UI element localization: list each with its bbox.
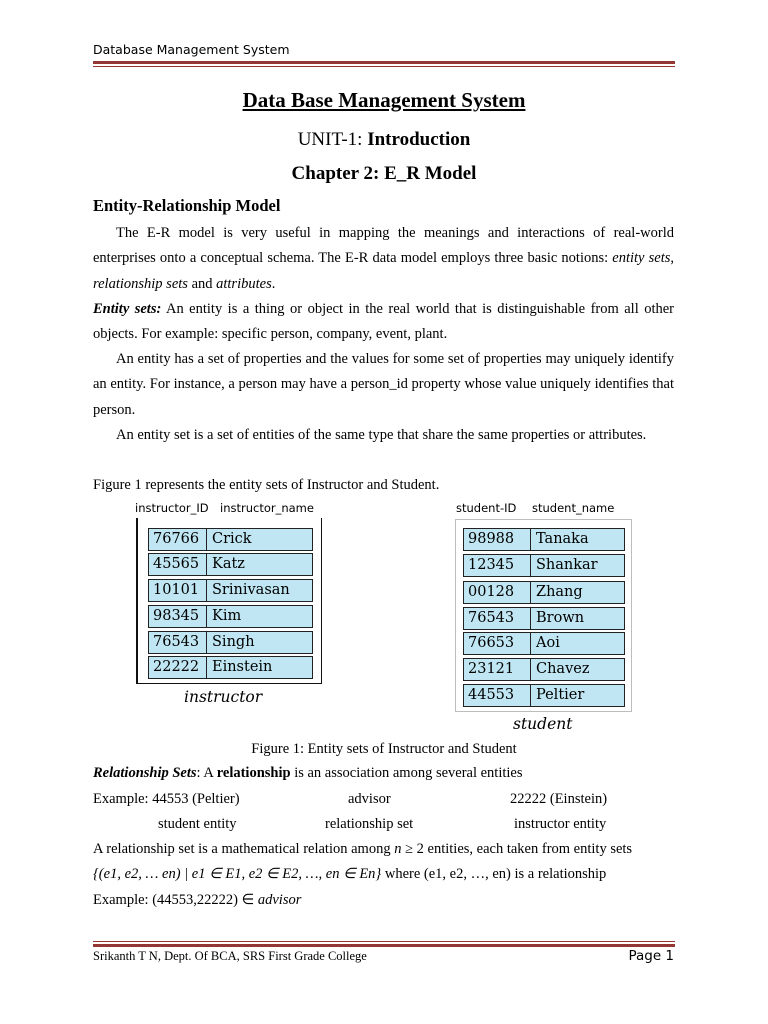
student-table (455, 519, 632, 712)
example-right: 22222 (Einstein) (510, 791, 608, 807)
entity-sets-paragraph: Entity sets: An entity is a thing or object in the real world that is distinguishable from all other objects. For example: specific person, company, event, plant. (93, 301, 674, 343)
table-row: 22222 Einstein (148, 656, 313, 679)
relationship-sets-line: Relationship Sets: A relationship is an association among several entities (93, 765, 523, 781)
table-row: 12345 Shankar (463, 554, 625, 577)
figure-reference: Figure 1 represents the entity sets of Instructor and Student. (93, 477, 440, 493)
student-label: student (513, 715, 573, 733)
unit-title: UNIT-1: Introduction (297, 129, 471, 150)
chapter-title: Chapter 2: E_R Model (291, 163, 477, 184)
student-id-header: student-ID (456, 501, 517, 515)
page-title: Data Base Management System (242, 88, 526, 112)
footer-author: Srikanth T N, Dept. Of BCA, SRS First Grade College (93, 949, 367, 963)
figure-caption: Figure 1: Entity sets of Instructor and Student (251, 741, 517, 757)
table-row: 10101 Srinivasan (148, 579, 313, 602)
relationship-set-label: relationship set (325, 816, 414, 832)
entity-set-definition: An entity set is a set of entities of the same type that share the same properties or attributes. (116, 427, 647, 443)
instructor-name-header: instructor_name (220, 501, 314, 515)
table-row: 76543 Singh (148, 631, 313, 654)
student-entity-label: student entity (158, 816, 237, 832)
example-mid: advisor (348, 791, 391, 807)
header-rule (93, 61, 675, 67)
table-row: 45565 Katz (148, 553, 313, 576)
student-name-header: student_name (532, 501, 615, 515)
instructor-label: instructor (184, 688, 263, 706)
table-row: 98345 Kim (148, 605, 313, 628)
entity-properties-paragraph: An entity has a set of properties and the values for some set of properties may uniquely identify an entity. For instance, a person may have a person_id property whose value uniquely identifies that person. (93, 351, 674, 418)
table-row: 44553 Peltier (463, 684, 625, 707)
instructor-table (136, 518, 322, 684)
footer-rule (93, 941, 675, 947)
table-row: 98988 Tanaka (463, 528, 625, 551)
math-definition-line: A relationship set is a mathematical relation among n ≥ 2 entities, each taken from entity sets (93, 841, 633, 857)
table-row: 76766 Crick (148, 528, 313, 551)
instructor-entity-label: instructor entity (514, 816, 607, 832)
instructor-id-header: instructor_ID (135, 501, 209, 515)
table-row: 76543 Brown (463, 607, 625, 630)
running-header: Database Management System (93, 42, 290, 57)
page-number: Page 1 (628, 948, 674, 964)
table-row: 23121 Chavez (463, 658, 625, 681)
section-heading: Entity-Relationship Model (93, 196, 281, 215)
example-left: Example: 44553 (Peltier) (93, 791, 240, 807)
table-row: 76653 Aoi (463, 632, 625, 655)
intro-paragraph: The E-R model is very useful in mapping the meanings and interactions of real-world enterprises onto a conceptual schema. The E-R data model employs three basic notions: entity sets, relationship sets and attributes. (93, 225, 674, 292)
example-tuple-line: Example: (44553,22222) ∈ advisor (93, 892, 302, 908)
table-row: 00128 Zhang (463, 581, 625, 604)
set-notation-line: {(e1, e2, … en) | e1 ∈ E1, e2 ∈ E2, …, en ∈ En} where (e1, e2, …, en) is a relationship (93, 866, 607, 882)
